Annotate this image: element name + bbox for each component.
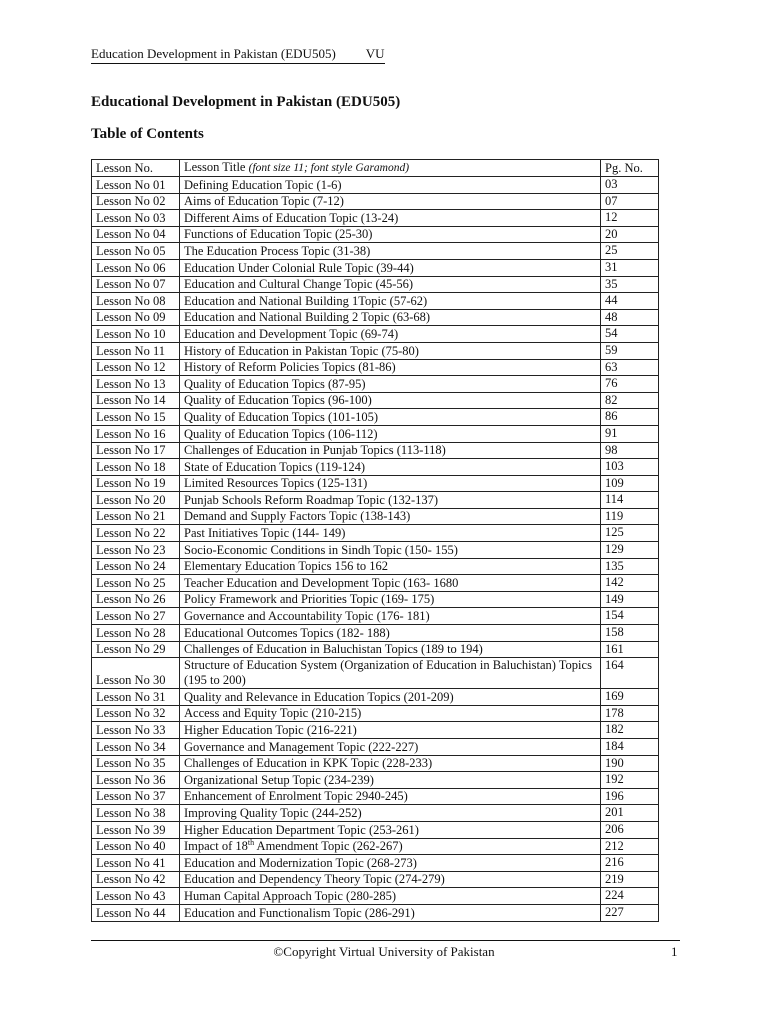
- toc-page-no: 20: [601, 226, 659, 243]
- toc-lesson-title: Governance and Management Topic (222-227): [180, 739, 601, 756]
- toc-row: [92, 575, 659, 592]
- toc-lesson-no: Lesson No 29: [92, 641, 180, 658]
- toc-lesson-title: Quality of Education Topics (106-112): [180, 425, 601, 442]
- toc-lesson-no: Lesson No 08: [92, 293, 180, 310]
- toc-lesson-no: Lesson No 12: [92, 359, 180, 376]
- toc-page-no: 216: [601, 855, 659, 872]
- toc-page-no: 212: [601, 838, 659, 855]
- toc-lesson-no: Lesson No 30: [92, 658, 180, 689]
- toc-lesson-title: Access and Equity Topic (210-215): [180, 705, 601, 722]
- toc-lesson-title: History of Reform Policies Topics (81-86): [180, 359, 601, 376]
- toc-page-no: 129: [601, 542, 659, 559]
- toc-page-no: 196: [601, 788, 659, 805]
- toc-lesson-no: Lesson No 40: [92, 838, 180, 855]
- toc-row: [92, 459, 659, 476]
- toc-row: [92, 625, 659, 642]
- toc-lesson-no: Lesson No 22: [92, 525, 180, 542]
- toc-lesson-no: Lesson No 41: [92, 855, 180, 872]
- toc-page-no: 25: [601, 243, 659, 260]
- toc-lesson-no: Lesson No 34: [92, 739, 180, 756]
- toc-lesson-no: Lesson No 36: [92, 772, 180, 789]
- toc-lesson-title: Demand and Supply Factors Topic (138-143): [180, 508, 601, 525]
- toc-lesson-title: Teacher Education and Development Topic (163- 1680: [180, 575, 601, 592]
- toc-row: [92, 772, 659, 789]
- toc-lesson-title: Quality of Education Topics (87-95): [180, 376, 601, 393]
- toc-page-no: 190: [601, 755, 659, 772]
- toc-row: [92, 492, 659, 509]
- toc-page-no: 114: [601, 492, 659, 509]
- toc-page-no: 206: [601, 821, 659, 838]
- toc-lesson-title-rest: Amendment Topic (262-267): [254, 839, 403, 854]
- toc-page-no: 98: [601, 442, 659, 459]
- toc-lesson-no: Lesson No 15: [92, 409, 180, 426]
- running-header-course: Education Development in Pakistan (EDU505): [91, 46, 336, 61]
- toc-page-no: 201: [601, 805, 659, 822]
- toc-page-no: 164: [601, 658, 659, 689]
- toc-lesson-title: Enhancement of Enrolment Topic 2940-245): [180, 788, 601, 805]
- toc-row: [92, 293, 659, 310]
- toc-row: [92, 475, 659, 492]
- toc-lesson-title: Punjab Schools Reform Roadmap Topic (132-137): [180, 492, 601, 509]
- toc-page-no: 31: [601, 259, 659, 276]
- toc-lesson-title: Education and Dependency Theory Topic (274-279): [180, 871, 601, 888]
- toc-page-no: 125: [601, 525, 659, 542]
- toc-lesson-title: Education Under Colonial Rule Topic (39-44): [180, 259, 601, 276]
- toc-lesson-no: Lesson No 27: [92, 608, 180, 625]
- toc-heading: Table of Contents: [91, 126, 204, 142]
- toc-page-no: 86: [601, 409, 659, 426]
- toc-lesson-no: Lesson No 06: [92, 259, 180, 276]
- toc-row: [92, 442, 659, 459]
- toc-header-row: [92, 160, 659, 177]
- toc-lesson-no: Lesson No 05: [92, 243, 180, 260]
- toc-row: [92, 276, 659, 293]
- toc-row: [92, 658, 659, 689]
- toc-row: [92, 193, 659, 210]
- toc-lesson-no: Lesson No 43: [92, 888, 180, 905]
- toc-row: [92, 739, 659, 756]
- toc-lesson-no: Lesson No 32: [92, 705, 180, 722]
- toc-page-no: 63: [601, 359, 659, 376]
- toc-row: [92, 425, 659, 442]
- toc-row: [92, 409, 659, 426]
- running-header-vu: VU: [365, 46, 385, 61]
- footer-copyright: ©Copyright Virtual University of Pakistan: [273, 944, 495, 959]
- toc-row: [92, 392, 659, 409]
- toc-lesson-title: Higher Education Department Topic (253-261): [180, 821, 601, 838]
- toc-lesson-title: Education and National Building 2 Topic (63-68): [180, 309, 601, 326]
- document-title: Educational Development in Pakistan (EDU505): [91, 94, 401, 110]
- header-lesson-title: [180, 160, 601, 177]
- toc-lesson-no: Lesson No 39: [92, 821, 180, 838]
- toc-page-no: 48: [601, 309, 659, 326]
- toc-page-no: 224: [601, 888, 659, 905]
- toc-lesson-title: Educational Outcomes Topics (182- 188): [180, 625, 601, 642]
- toc-lesson-title: Human Capital Approach Topic (280-285): [180, 888, 601, 905]
- toc-row: [92, 226, 659, 243]
- toc-page-no: 135: [601, 558, 659, 575]
- toc-page-no: 219: [601, 871, 659, 888]
- running-header: [91, 46, 385, 64]
- toc-lesson-title: Quality of Education Topics (101-105): [180, 409, 601, 426]
- toc-page-no: 07: [601, 193, 659, 210]
- toc-row: [92, 525, 659, 542]
- toc-row: [92, 376, 659, 393]
- toc-row: [92, 243, 659, 260]
- toc-lesson-no: Lesson No 19: [92, 475, 180, 492]
- toc-lesson-no: Lesson No 28: [92, 625, 180, 642]
- toc-lesson-title: Functions of Education Topic (25-30): [180, 226, 601, 243]
- toc-row: [92, 342, 659, 359]
- toc-row: [92, 904, 659, 921]
- toc-page-no: 161: [601, 641, 659, 658]
- toc-page-no: 158: [601, 625, 659, 642]
- toc-lesson-no: Lesson No 33: [92, 722, 180, 739]
- toc-lesson-no: Lesson No 21: [92, 508, 180, 525]
- toc-page-no: 184: [601, 739, 659, 756]
- toc-row: [92, 210, 659, 227]
- toc-lesson-title: Quality of Education Topics (96-100): [180, 392, 601, 409]
- toc-lesson-title: Education and Functionalism Topic (286-291): [180, 904, 601, 921]
- toc-lesson-title-text: Impact of 18: [184, 839, 248, 854]
- toc-page-no: 169: [601, 689, 659, 706]
- toc-row: [92, 705, 659, 722]
- toc-page-no: 178: [601, 705, 659, 722]
- toc-lesson-no: Lesson No 16: [92, 425, 180, 442]
- toc-lesson-no: Lesson No 35: [92, 755, 180, 772]
- toc-lesson-no: Lesson No 23: [92, 542, 180, 559]
- toc-lesson-no: Lesson No 42: [92, 871, 180, 888]
- toc-lesson-title: Structure of Education System (Organization of Education in Baluchistan) Topics (195 to 200): [180, 658, 601, 689]
- toc-lesson-title: Challenges of Education in KPK Topic (228-233): [180, 755, 601, 772]
- header-lesson-title-text: Lesson Title: [184, 160, 246, 174]
- toc-page-no: 119: [601, 508, 659, 525]
- toc-page-no: 227: [601, 904, 659, 921]
- toc-lesson-title: Improving Quality Topic (244-252): [180, 805, 601, 822]
- toc-lesson-no: Lesson No 03: [92, 210, 180, 227]
- toc-lesson-no: Lesson No 10: [92, 326, 180, 343]
- toc-lesson-no: Lesson No 38: [92, 805, 180, 822]
- toc-row: [92, 788, 659, 805]
- toc-lesson-title: The Education Process Topic (31-38): [180, 243, 601, 260]
- toc-row: [92, 888, 659, 905]
- toc-row: [92, 309, 659, 326]
- toc-lesson-title: History of Education in Pakistan Topic (75-80): [180, 342, 601, 359]
- toc-page-no: 76: [601, 376, 659, 393]
- toc-lesson-title: Socio-Economic Conditions in Sindh Topic (150- 155): [180, 542, 601, 559]
- toc-lesson-title: Different Aims of Education Topic (13-24): [180, 210, 601, 227]
- toc-row: [92, 838, 659, 855]
- toc-page-no: 03: [601, 177, 659, 194]
- toc-row: [92, 508, 659, 525]
- toc-lesson-title-superscript: th: [247, 838, 255, 847]
- toc-row: [92, 689, 659, 706]
- toc-row: [92, 591, 659, 608]
- toc-lesson-title: Organizational Setup Topic (234-239): [180, 772, 601, 789]
- toc-lesson-no: Lesson No 01: [92, 177, 180, 194]
- toc-lesson-no: Lesson No 02: [92, 193, 180, 210]
- toc-lesson-no: Lesson No 13: [92, 376, 180, 393]
- toc-lesson-no: Lesson No 14: [92, 392, 180, 409]
- toc-lesson-no: Lesson No 04: [92, 226, 180, 243]
- toc-lesson-title: Challenges of Education in Baluchistan Topics (189 to 194): [180, 641, 601, 658]
- toc-lesson-title: Education and Cultural Change Topic (45-56): [180, 276, 601, 293]
- toc-lesson-no: Lesson No 17: [92, 442, 180, 459]
- toc-row: [92, 871, 659, 888]
- toc-table: [91, 159, 659, 922]
- toc-page-no: 154: [601, 608, 659, 625]
- toc-page-no: 142: [601, 575, 659, 592]
- toc-lesson-title: Education and Modernization Topic (268-273): [180, 855, 601, 872]
- header-page-no: Pg. No.: [601, 160, 659, 177]
- footer-divider: [91, 940, 680, 941]
- toc-row: [92, 641, 659, 658]
- toc-lesson-title: Past Initiatives Topic (144- 149): [180, 525, 601, 542]
- toc-lesson-title: Challenges of Education in Punjab Topics (113-118): [180, 442, 601, 459]
- toc-lesson-no: Lesson No 44: [92, 904, 180, 921]
- toc-lesson-title: Higher Education Topic (216-221): [180, 722, 601, 739]
- toc-page-no: 54: [601, 326, 659, 343]
- toc-lesson-no: Lesson No 37: [92, 788, 180, 805]
- toc-row: [92, 326, 659, 343]
- toc-table-body: [92, 160, 659, 922]
- toc-lesson-title: Elementary Education Topics 156 to 162: [180, 558, 601, 575]
- toc-row: [92, 855, 659, 872]
- toc-lesson-title: Quality and Relevance in Education Topics (201-209): [180, 689, 601, 706]
- toc-lesson-title: Education and National Building 1Topic (57-62): [180, 293, 601, 310]
- toc-page-no: 82: [601, 392, 659, 409]
- toc-lesson-no: Lesson No 20: [92, 492, 180, 509]
- toc-row: [92, 805, 659, 822]
- toc-row: [92, 177, 659, 194]
- toc-row: [92, 821, 659, 838]
- toc-row: [92, 755, 659, 772]
- toc-row: [92, 542, 659, 559]
- toc-page-no: 182: [601, 722, 659, 739]
- toc-page-no: 44: [601, 293, 659, 310]
- toc-page-no: 103: [601, 459, 659, 476]
- header-title-note: (font size 11; font style Garamond): [248, 162, 410, 174]
- toc-lesson-title: Education and Development Topic (69-74): [180, 326, 601, 343]
- toc-lesson-title: [180, 838, 601, 855]
- toc-page-no: 12: [601, 210, 659, 227]
- toc-lesson-title: State of Education Topics (119-124): [180, 459, 601, 476]
- toc-lesson-no: Lesson No 24: [92, 558, 180, 575]
- toc-lesson-no: Lesson No 09: [92, 309, 180, 326]
- toc-row: [92, 558, 659, 575]
- toc-lesson-title: Limited Resources Topics (125-131): [180, 475, 601, 492]
- toc-lesson-no: Lesson No 11: [92, 342, 180, 359]
- toc-lesson-no: Lesson No 26: [92, 591, 180, 608]
- toc-page-no: 149: [601, 591, 659, 608]
- toc-lesson-no: Lesson No 18: [92, 459, 180, 476]
- toc-page-no: 59: [601, 342, 659, 359]
- toc-lesson-title: Defining Education Topic (1-6): [180, 177, 601, 194]
- toc-page-no: 109: [601, 475, 659, 492]
- toc-row: [92, 259, 659, 276]
- toc-row: [92, 359, 659, 376]
- toc-lesson-title: Governance and Accountability Topic (176- 181): [180, 608, 601, 625]
- toc-row: [92, 608, 659, 625]
- toc-lesson-title: Aims of Education Topic (7-12): [180, 193, 601, 210]
- toc-lesson-no: Lesson No 07: [92, 276, 180, 293]
- toc-page-no: 91: [601, 425, 659, 442]
- toc-lesson-no: Lesson No 31: [92, 689, 180, 706]
- toc-page-no: 35: [601, 276, 659, 293]
- footer-page-number: 1: [671, 944, 678, 959]
- toc-lesson-no: Lesson No 25: [92, 575, 180, 592]
- toc-row: [92, 722, 659, 739]
- toc-page-no: 192: [601, 772, 659, 789]
- header-lesson-no: Lesson No.: [92, 160, 180, 177]
- toc-lesson-title: Policy Framework and Priorities Topic (169- 175): [180, 591, 601, 608]
